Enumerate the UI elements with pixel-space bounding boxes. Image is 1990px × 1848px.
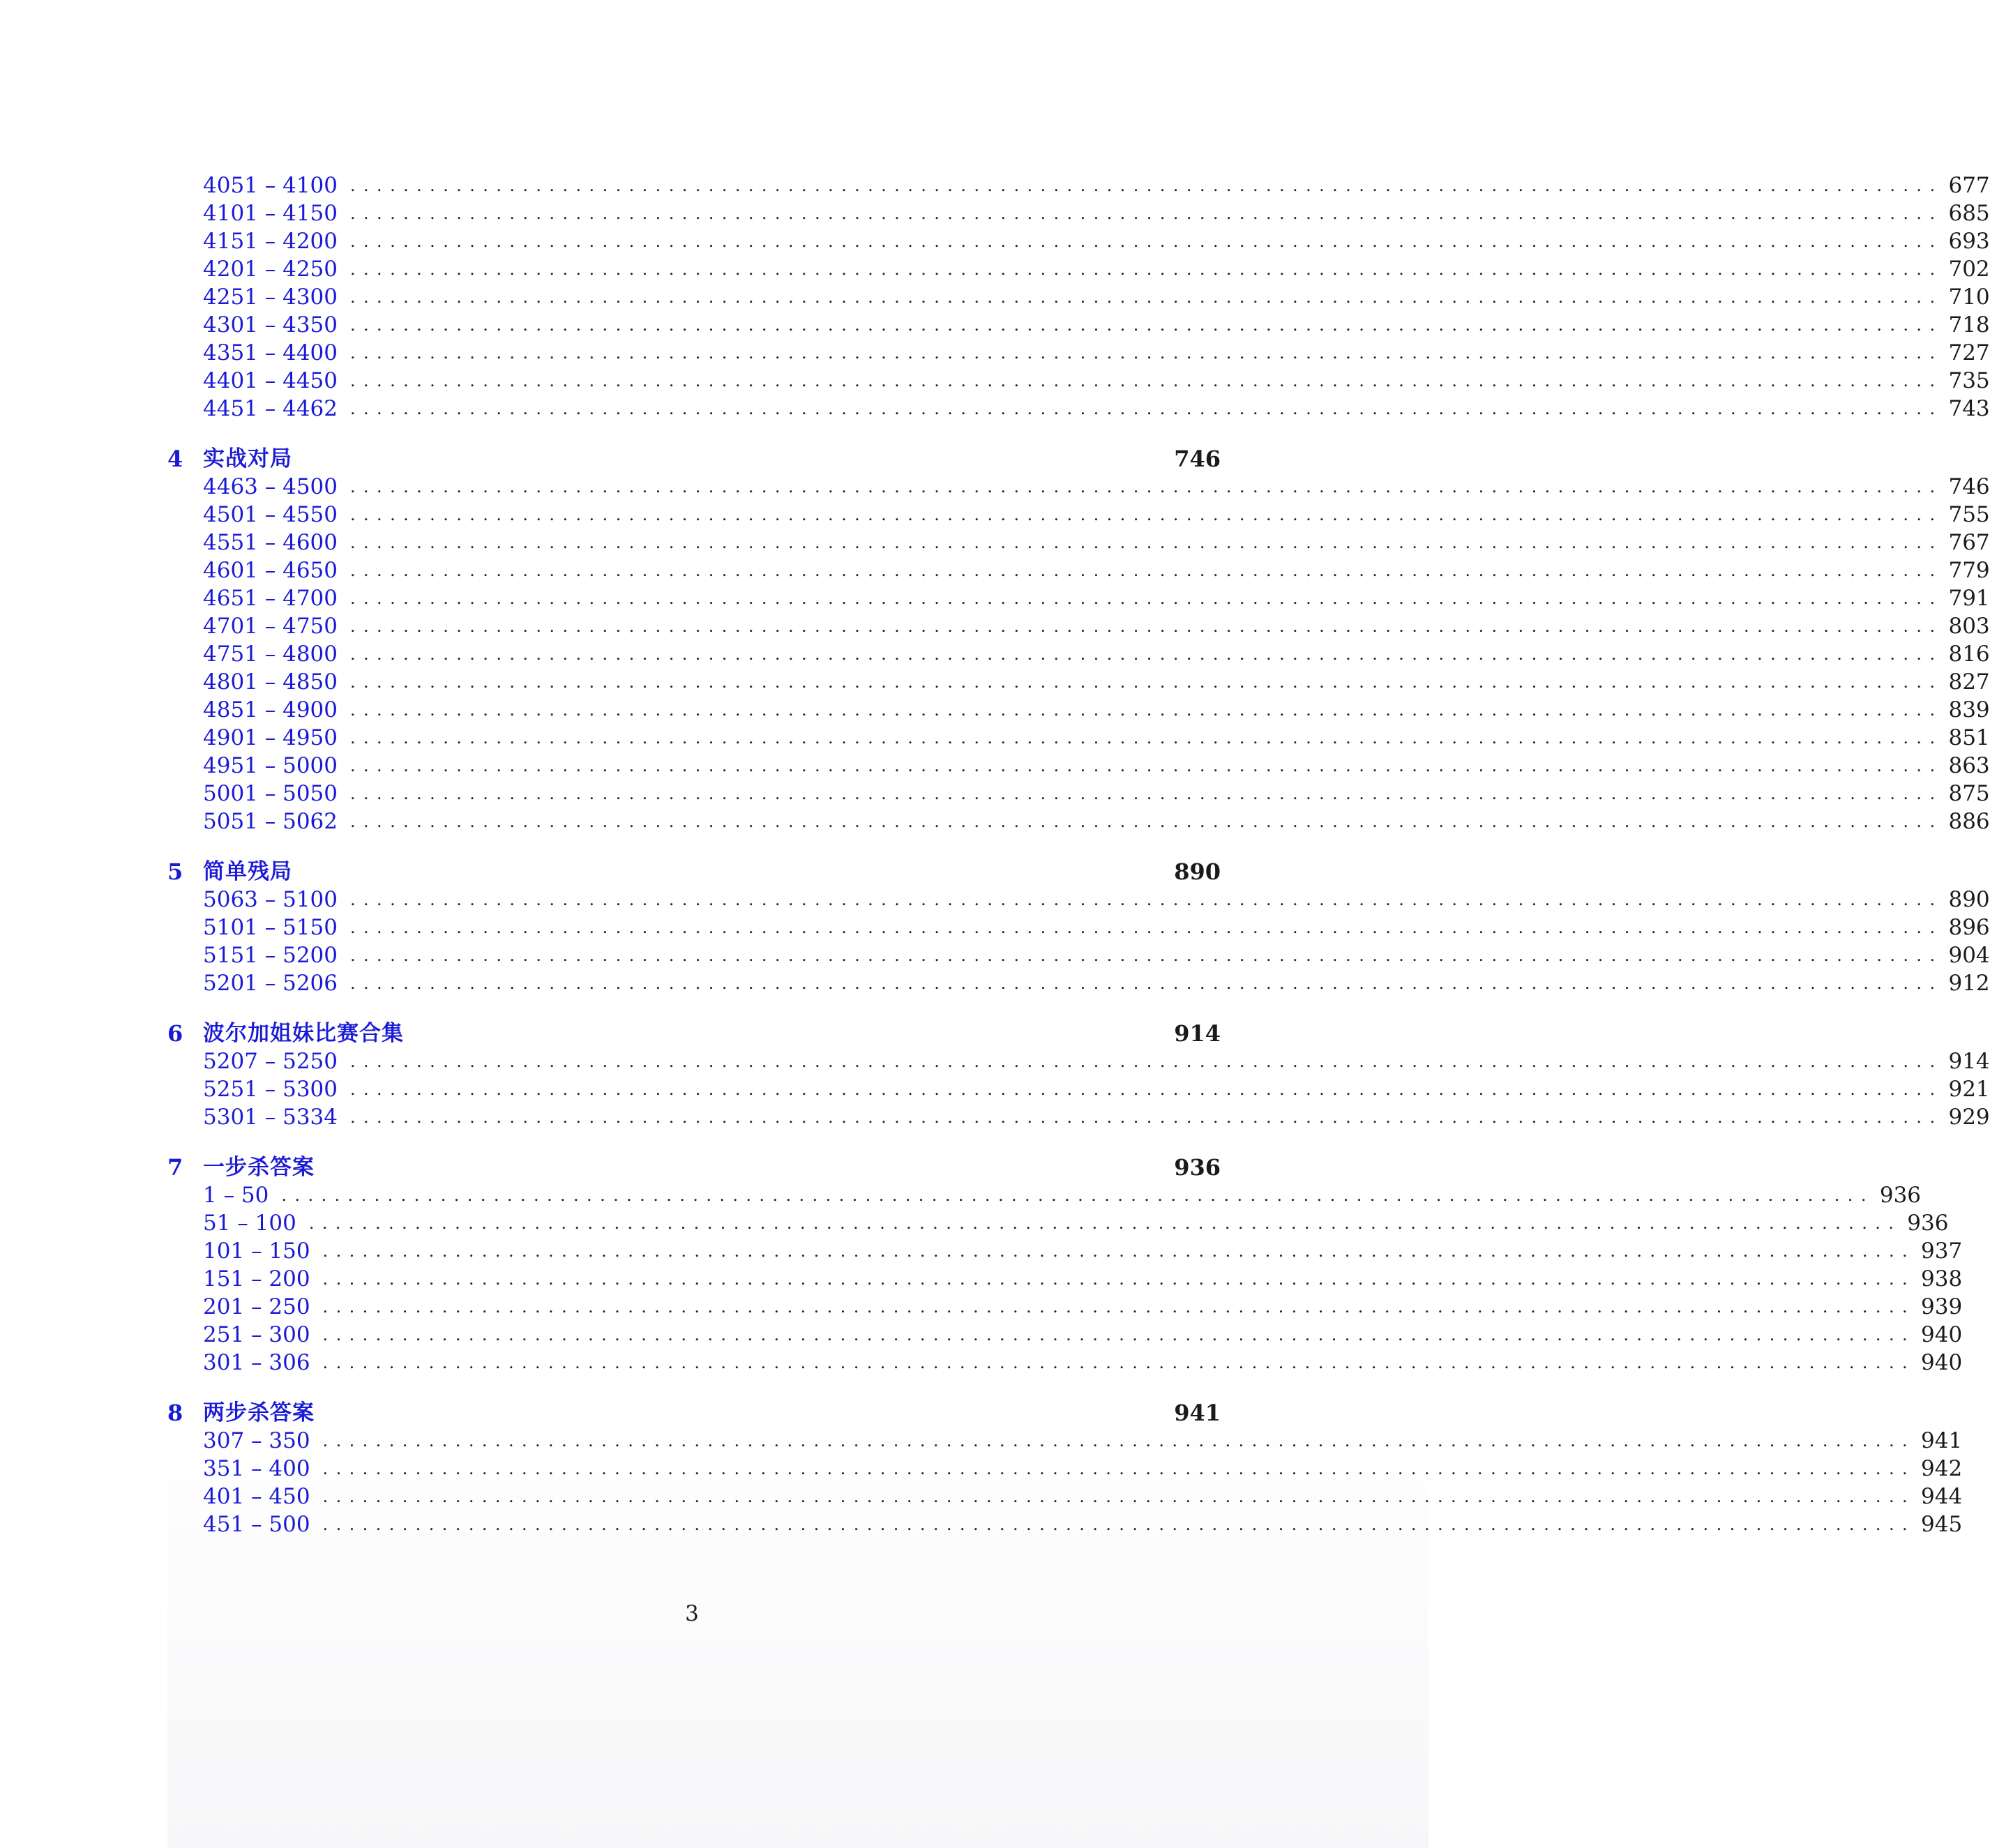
dot-leader: ........................................................................................................................ <box>350 371 1943 391</box>
dot-leader: ........................................................................................................................ <box>350 756 1943 775</box>
entry-page[interactable]: 936 <box>1879 1183 1922 1208</box>
page-number: 3 <box>685 1601 699 1626</box>
entry-range-link[interactable]: 5201 – 5206 <box>203 971 338 996</box>
toc-entry[interactable] <box>167 1455 1963 1483</box>
toc-entry[interactable] <box>167 227 1990 255</box>
entry-page[interactable]: 912 <box>1948 971 1990 996</box>
entry-page[interactable]: 939 <box>1921 1294 1963 1319</box>
dot-leader: ........................................................................................................................ <box>350 176 1943 195</box>
entry-range-link[interactable]: 151 – 200 <box>203 1266 310 1292</box>
toc-entry[interactable] <box>167 1427 1963 1455</box>
toc-entry[interactable] <box>167 1103 1990 1131</box>
toc-entry[interactable] <box>167 1321 1963 1349</box>
entry-page[interactable]: 710 <box>1948 285 1990 310</box>
chapter-page[interactable]: 890 <box>1174 858 1221 885</box>
dot-leader: ........................................................................................................................ <box>350 784 1943 803</box>
entry-page[interactable]: 904 <box>1948 943 1990 968</box>
dot-leader: ........................................................................................................................ <box>281 1186 1874 1205</box>
toc-entry[interactable] <box>167 339 1990 367</box>
toc-entry[interactable] <box>167 1181 1922 1209</box>
chapter-title[interactable]: 实战对局 <box>203 446 292 471</box>
entry-range-link[interactable]: 5063 – 5100 <box>203 887 338 912</box>
toc-entry[interactable] <box>167 780 1990 808</box>
dot-leader: ........................................................................................................................ <box>350 232 1943 251</box>
entry-page[interactable]: 938 <box>1921 1266 1963 1292</box>
toc-entry[interactable] <box>167 640 1990 668</box>
dot-leader: ........................................................................................................................ <box>350 343 1943 363</box>
toc-entry[interactable] <box>167 668 1990 696</box>
entry-range-link[interactable]: 4851 – 4900 <box>203 697 338 722</box>
dot-leader: ........................................................................................................................ <box>350 315 1943 335</box>
toc-entry[interactable] <box>167 556 1990 584</box>
toc-entry[interactable] <box>167 501 1990 529</box>
toc-entry[interactable] <box>167 395 1990 423</box>
dot-leader: ........................................................................................................................ <box>350 812 1943 831</box>
dot-leader: ........................................................................................................................ <box>308 1213 1902 1233</box>
entry-range-link[interactable]: 101 – 150 <box>203 1239 310 1264</box>
entry-page[interactable]: 767 <box>1948 530 1990 555</box>
toc-entry[interactable] <box>167 1265 1963 1293</box>
toc-entry[interactable] <box>167 696 1990 724</box>
chapter-number[interactable]: 4 <box>167 446 183 472</box>
dot-leader: ........................................................................................................................ <box>350 259 1943 279</box>
entry-page[interactable]: 941 <box>1921 1428 1963 1453</box>
toc-entry[interactable] <box>167 255 1990 283</box>
entry-page[interactable]: 890 <box>1948 887 1990 912</box>
toc-entry[interactable] <box>167 1483 1963 1510</box>
entry-page[interactable]: 803 <box>1948 614 1990 639</box>
entry-page[interactable]: 945 <box>1921 1512 1963 1537</box>
table-of-contents <box>167 172 1990 1538</box>
dot-leader: ........................................................................................................................ <box>350 1080 1943 1099</box>
toc-chapter[interactable] <box>167 858 1221 886</box>
entry-page[interactable]: 851 <box>1948 725 1990 750</box>
entry-page[interactable]: 816 <box>1948 642 1990 667</box>
entry-range-link[interactable]: 5101 – 5150 <box>203 915 338 940</box>
entry-range-link[interactable]: 4551 – 4600 <box>203 530 338 555</box>
toc-entry[interactable] <box>167 311 1990 339</box>
dot-leader: ........................................................................................................................ <box>322 1269 1916 1289</box>
entry-range-link[interactable]: 4101 – 4150 <box>203 201 338 226</box>
entry-range-link[interactable]: 307 – 350 <box>203 1428 310 1453</box>
entry-range-link[interactable]: 4901 – 4950 <box>203 725 338 750</box>
dot-leader: ........................................................................................................................ <box>350 672 1943 692</box>
toc-entry[interactable] <box>167 584 1990 612</box>
chapter-number[interactable]: 5 <box>167 858 183 885</box>
dot-leader: ........................................................................................................................ <box>350 728 1943 748</box>
entry-range-link[interactable]: 5207 – 5250 <box>203 1049 338 1074</box>
entry-page[interactable]: 827 <box>1948 669 1990 695</box>
entry-range-link[interactable]: 4601 – 4650 <box>203 558 338 583</box>
toc-entry[interactable] <box>167 1047 1990 1075</box>
entry-range-link[interactable]: 4651 – 4700 <box>203 586 338 611</box>
entry-range-link[interactable]: 5001 – 5050 <box>203 781 338 806</box>
entry-range-link[interactable]: 4051 – 4100 <box>203 173 338 198</box>
entry-page[interactable]: 942 <box>1921 1456 1963 1481</box>
entry-page[interactable]: 718 <box>1948 312 1990 338</box>
dot-leader: ........................................................................................................................ <box>322 1353 1916 1372</box>
entry-page[interactable]: 727 <box>1948 340 1990 365</box>
entry-range-link[interactable]: 4151 – 4200 <box>203 229 338 254</box>
dot-leader: ........................................................................................................................ <box>322 1431 1916 1451</box>
chapter-title[interactable]: 两步杀答案 <box>203 1400 315 1425</box>
entry-range-link[interactable]: 201 – 250 <box>203 1294 310 1319</box>
entry-page[interactable]: 937 <box>1921 1239 1963 1264</box>
toc-entry[interactable] <box>167 914 1990 941</box>
entry-page[interactable]: 779 <box>1948 558 1990 583</box>
entry-range-link[interactable]: 51 – 100 <box>203 1211 296 1236</box>
dot-leader: ........................................................................................................................ <box>350 700 1943 720</box>
dot-leader: ........................................................................................................................ <box>322 1487 1916 1506</box>
dot-leader: ........................................................................................................................ <box>322 1241 1916 1261</box>
entry-page[interactable]: 685 <box>1948 201 1990 226</box>
entry-page[interactable]: 746 <box>1948 474 1990 499</box>
chapter-page[interactable]: 936 <box>1174 1154 1221 1181</box>
entry-page[interactable]: 702 <box>1948 257 1990 282</box>
entry-page[interactable]: 929 <box>1948 1105 1990 1130</box>
chapter-number[interactable]: 8 <box>167 1400 183 1426</box>
chapter-page[interactable]: 914 <box>1174 1020 1221 1047</box>
dot-leader: ........................................................................................................................ <box>350 204 1943 223</box>
entry-range-link[interactable]: 5251 – 5300 <box>203 1077 338 1102</box>
entry-page[interactable]: 875 <box>1948 781 1990 806</box>
entry-range-link[interactable]: 5151 – 5200 <box>203 943 338 968</box>
entry-range-link[interactable]: 5301 – 5334 <box>203 1105 338 1130</box>
dot-leader: ........................................................................................................................ <box>350 477 1943 497</box>
entry-page[interactable]: 677 <box>1948 173 1990 198</box>
dot-leader: ........................................................................................................................ <box>350 533 1943 552</box>
entry-page[interactable]: 863 <box>1948 753 1990 778</box>
chapter-page[interactable]: 746 <box>1174 446 1221 472</box>
entry-page[interactable]: 896 <box>1948 915 1990 940</box>
toc-entry[interactable] <box>167 1237 1963 1265</box>
entry-page[interactable]: 791 <box>1948 586 1990 611</box>
entry-range-link[interactable]: 4301 – 4350 <box>203 312 338 338</box>
chapter-page[interactable]: 941 <box>1174 1400 1221 1426</box>
entry-page[interactable]: 940 <box>1921 1350 1963 1375</box>
entry-range-link[interactable]: 4351 – 4400 <box>203 340 338 365</box>
dot-leader: ........................................................................................................................ <box>350 1107 1943 1127</box>
dot-leader: ........................................................................................................................ <box>350 616 1943 636</box>
dot-leader: ........................................................................................................................ <box>350 946 1943 965</box>
toc-chapter[interactable] <box>167 445 1221 473</box>
toc-entry[interactable] <box>167 612 1990 640</box>
dot-leader: ........................................................................................................................ <box>322 1325 1916 1345</box>
dot-leader: ........................................................................................................................ <box>322 1515 1916 1534</box>
entry-page[interactable]: 839 <box>1948 697 1990 722</box>
toc-chapter[interactable] <box>167 1153 1221 1181</box>
entry-range-link[interactable]: 4951 – 5000 <box>203 753 338 778</box>
entry-page[interactable]: 886 <box>1948 809 1990 834</box>
dot-leader: ........................................................................................................................ <box>350 399 1943 418</box>
entry-range-link[interactable]: 4501 – 4550 <box>203 502 338 527</box>
entry-range-link[interactable]: 401 – 450 <box>203 1484 310 1509</box>
dot-leader: ........................................................................................................................ <box>350 287 1943 307</box>
entry-page[interactable]: 914 <box>1948 1049 1990 1074</box>
dot-leader: ........................................................................................................................ <box>350 918 1943 937</box>
entry-range-link[interactable]: 4251 – 4300 <box>203 285 338 310</box>
toc-entry[interactable] <box>167 1209 1949 1237</box>
entry-range-link[interactable]: 1 – 50 <box>203 1183 269 1208</box>
toc-chapter[interactable] <box>167 1020 1221 1047</box>
toc-entry[interactable] <box>167 886 1990 914</box>
entry-range-link[interactable]: 5051 – 5062 <box>203 809 338 834</box>
toc-entry[interactable] <box>167 473 1990 501</box>
toc-entry[interactable] <box>167 1349 1963 1377</box>
toc-entry[interactable] <box>167 941 1990 969</box>
dot-leader: ........................................................................................................................ <box>322 1297 1916 1317</box>
dot-leader: ........................................................................................................................ <box>350 1052 1943 1071</box>
toc-entry[interactable] <box>167 1075 1990 1103</box>
toc-entry[interactable] <box>167 724 1990 752</box>
dot-leader: ........................................................................................................................ <box>322 1459 1916 1478</box>
entry-page[interactable]: 755 <box>1948 502 1990 527</box>
entry-page[interactable]: 693 <box>1948 229 1990 254</box>
entry-range-link[interactable]: 4451 – 4462 <box>203 396 338 421</box>
toc-entry[interactable] <box>167 199 1990 227</box>
entry-range-link[interactable]: 251 – 300 <box>203 1322 310 1347</box>
entry-page[interactable]: 936 <box>1907 1211 1949 1236</box>
toc-entry[interactable] <box>167 172 1990 199</box>
toc-entry[interactable] <box>167 808 1990 835</box>
entry-page[interactable]: 940 <box>1921 1322 1963 1347</box>
toc-entry[interactable] <box>167 283 1990 311</box>
chapter-title[interactable]: 波尔加姐妹比赛合集 <box>203 1021 404 1046</box>
dot-leader: ........................................................................................................................ <box>350 890 1943 909</box>
entry-range-link[interactable]: 4463 – 4500 <box>203 474 338 499</box>
chapter-number[interactable]: 7 <box>167 1154 183 1181</box>
dot-leader: ........................................................................................................................ <box>350 505 1943 524</box>
entry-range-link[interactable]: 4701 – 4750 <box>203 614 338 639</box>
entry-range-link[interactable]: 4201 – 4250 <box>203 257 338 282</box>
chapter-number[interactable]: 6 <box>167 1020 183 1047</box>
entry-page[interactable]: 743 <box>1948 396 1990 421</box>
entry-range-link[interactable]: 451 – 500 <box>203 1512 310 1537</box>
entry-page[interactable]: 921 <box>1948 1077 1990 1102</box>
toc-entry[interactable] <box>167 1510 1963 1538</box>
toc-entry[interactable] <box>167 367 1990 395</box>
dot-leader: ........................................................................................................................ <box>350 561 1943 580</box>
dot-leader: ........................................................................................................................ <box>350 644 1943 664</box>
toc-chapter[interactable] <box>167 1399 1221 1427</box>
entry-range-link[interactable]: 4751 – 4800 <box>203 642 338 667</box>
toc-entry[interactable] <box>167 529 1990 556</box>
entry-page[interactable]: 944 <box>1921 1484 1963 1509</box>
entry-range-link[interactable]: 301 – 306 <box>203 1350 310 1375</box>
entry-page[interactable]: 735 <box>1948 368 1990 393</box>
toc-entry[interactable] <box>167 1293 1963 1321</box>
toc-entry[interactable] <box>167 969 1990 997</box>
entry-range-link[interactable]: 351 – 400 <box>203 1456 310 1481</box>
toc-entry[interactable] <box>167 752 1990 780</box>
dot-leader: ........................................................................................................................ <box>350 974 1943 993</box>
entry-range-link[interactable]: 4801 – 4850 <box>203 669 338 695</box>
chapter-title[interactable]: 一步杀答案 <box>203 1155 315 1180</box>
chapter-title[interactable]: 简单残局 <box>203 859 292 884</box>
dot-leader: ........................................................................................................................ <box>350 589 1943 608</box>
entry-range-link[interactable]: 4401 – 4450 <box>203 368 338 393</box>
